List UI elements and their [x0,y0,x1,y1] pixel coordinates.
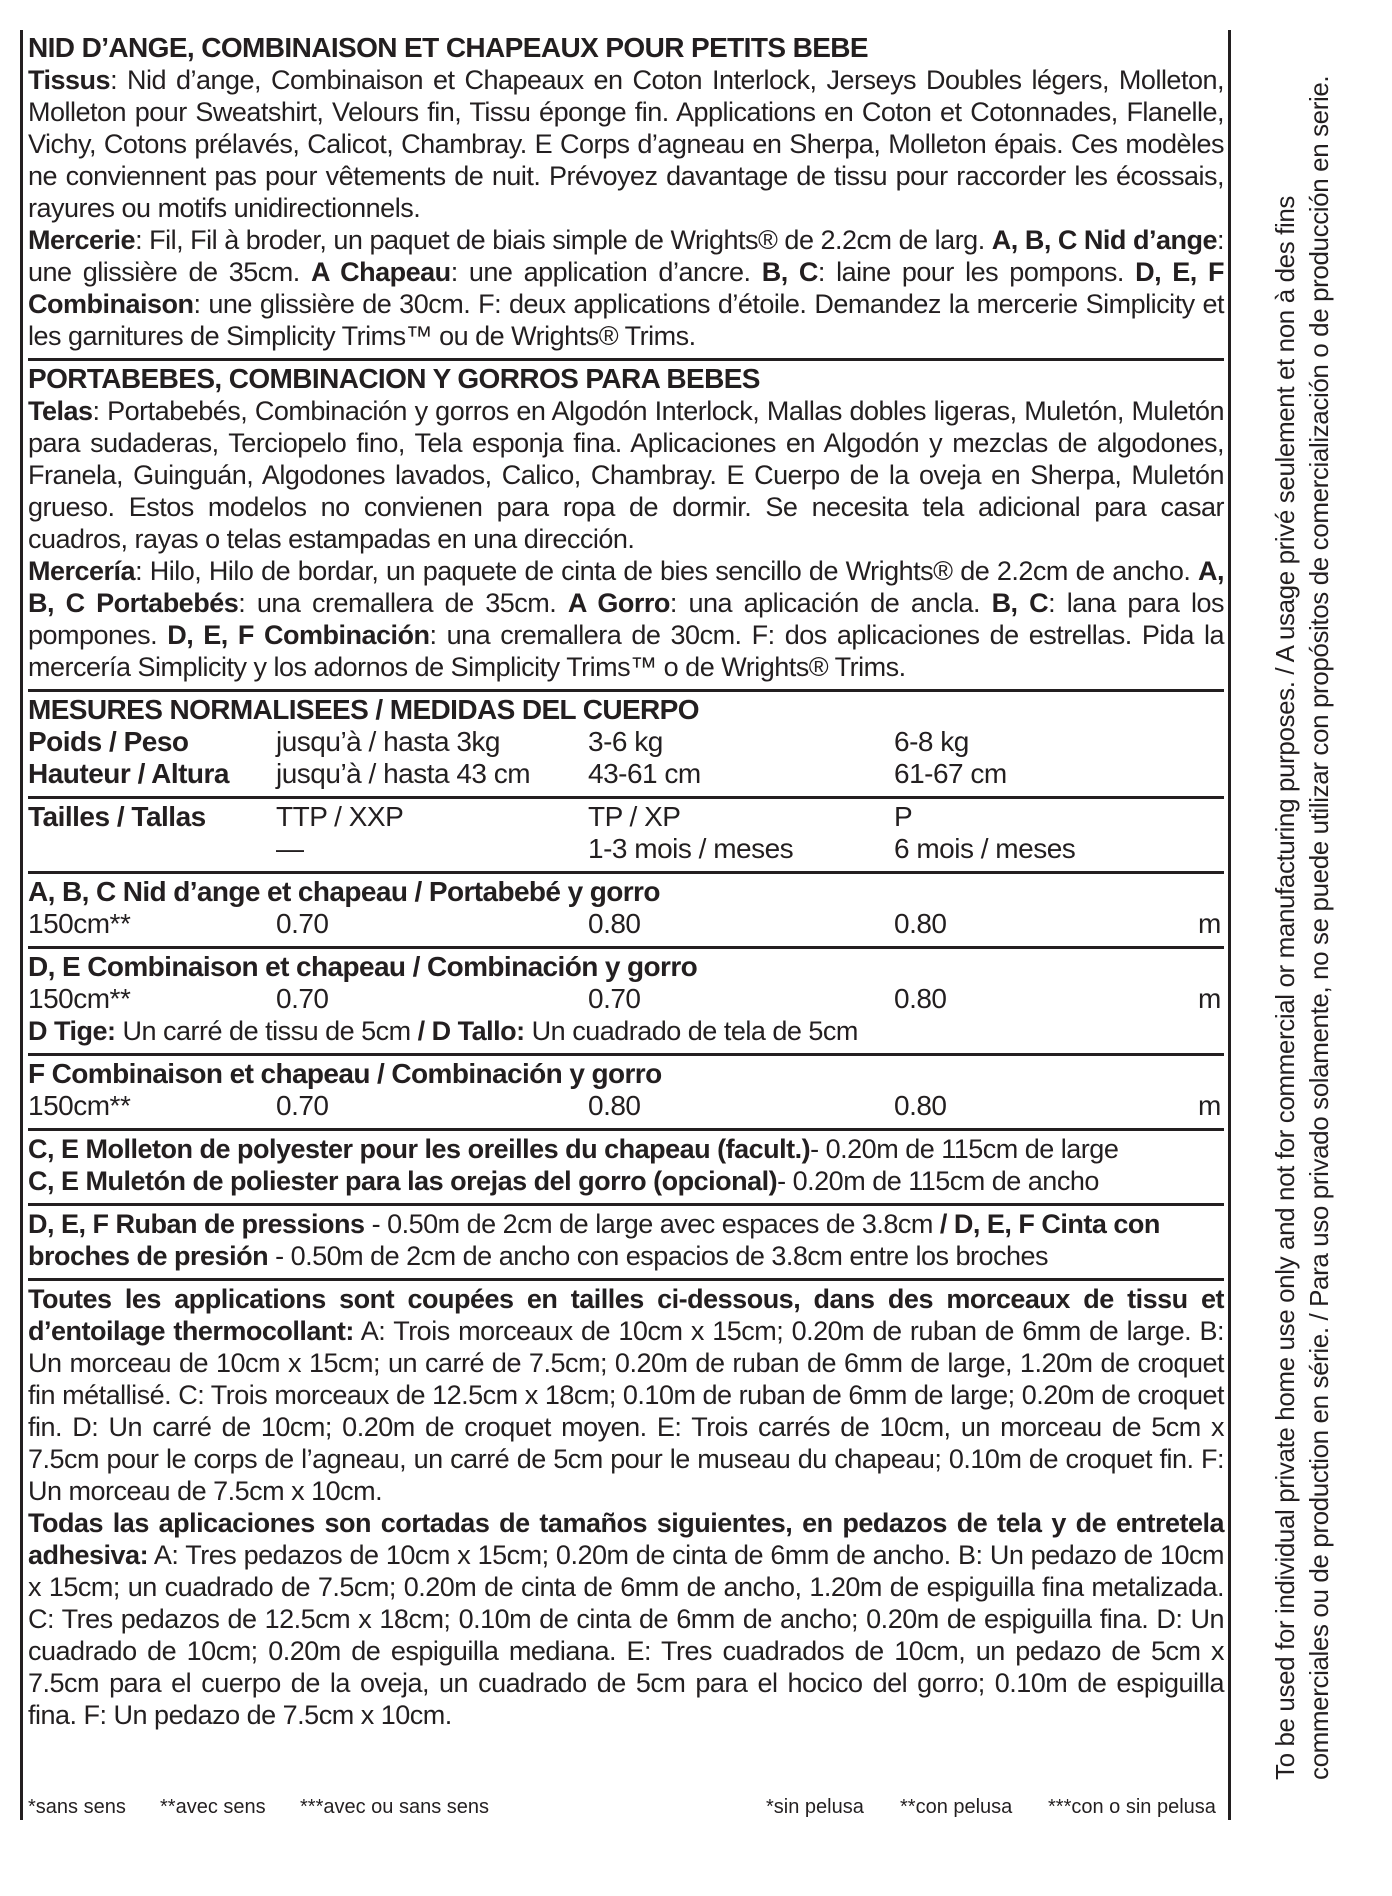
yardage-unit: m [1198,983,1221,1014]
yardage-unit: m [1198,908,1221,939]
french-notions [28,224,1224,352]
notions-text-3: : una aplicación de ancla. [669,588,992,618]
measurements-title: MESURES NORMALISEES / MEDIDAS DEL CUERPO [28,694,699,725]
snap-tape-section [28,1206,1224,1281]
yardage-xp: 0.80 [588,1090,641,1121]
fleece-fr-text: - 0.20m de 115cm de large [810,1134,1119,1164]
notions-bc-label: B, C [991,588,1049,618]
notions-abc-label: A, B, C Nid d’ange [991,225,1217,255]
spanish-title: PORTABEBES, COMBINACION Y GORROS PARA BEBES [28,363,760,394]
legend-fr-1: *sans sens [28,1796,126,1818]
yardage-abc-section [28,874,1224,949]
fleece-es-label: C, E Muletón de poliester para las orejas del gorro (opcional) [28,1166,778,1196]
height-p: 61-67 cm [894,758,1007,789]
fleece-es [28,1165,1224,1197]
legend-es-1: *sin pelusa [766,1796,864,1818]
stem-note-separator: / [417,1016,425,1046]
fabrics-text: : Nid d’ange, Combinaison et Chapeaux en Coton Interlock, Jerseys Doubles légers, Molleton, Molleton pour Sweatshirt, Velours fin, Tissu éponge fin. Applications en Coton et Cotonnades, Flanelle, Vichy, Cotons prélavés, Calicot, Chambray. E Corps d’agneau en Sherpa, Molleton épais. Ces modèles ne conviennent pas pour vêtements de nuit. Prévoyez davantage de tissu pour raccorder les écossais, rayures ou motifs unidirectionnels. [28,65,1224,223]
notions-text-2: : una cremallera de 35cm. [238,588,568,618]
fabrics-label: Tissus [28,65,111,95]
yardage-xxp: 0.70 [276,908,329,939]
yardage-f-section [28,1056,1224,1131]
height-xp: 43-61 cm [588,758,701,789]
notions-a-label: A Gorro [567,588,670,618]
measurements-section [28,692,1224,799]
applique-fr [28,1283,1224,1507]
legend-fr-2: **avec sens [160,1796,266,1818]
french-title: NID D’ANGE, COMBINAISON ET CHAPEAUX POUR PETITS BEBE [28,32,868,63]
yardage-unit: m [1198,1090,1221,1121]
left-rule [20,30,23,1820]
snap-tape-fr: - 0.50m de 2cm de large avec espaces de 3.8cm [364,1209,940,1239]
ages-row [28,833,1224,865]
stem-note-es-label: D Tallo: [424,1016,525,1046]
sizes-row [28,801,1224,833]
fabric-width: 150cm** [28,908,131,939]
fabric-width: 150cm** [28,1090,131,1121]
nap-legend [28,1792,1224,1822]
legend-es-2: **con pelusa [900,1796,1013,1818]
stem-note-fr: Un carré de tissu de 5cm [115,1016,418,1046]
notions-text-5: : une glissière de 30cm. F: deux applications d’étoile. Demandez la mercerie Simplicity et les garnitures de Simplicity Trims™ ou de Wrights® Trims. [28,289,1224,351]
content-column [28,30,1224,1737]
yardage-xxp: 0.70 [276,983,329,1014]
notions-text-3: : une application d’ancre. [450,257,762,287]
spanish-section [28,361,1224,692]
yardage-xxp: 0.70 [276,1090,329,1121]
applique-section [28,1281,1224,1737]
french-fabrics [28,64,1224,224]
notions-text-4: : laine pour les pompons. [817,257,1136,287]
applique-es-label: Todas las aplicaciones son cortadas de tamaños siguientes, en pedazos de tela y de entretela adhesiva: [28,1508,1224,1570]
notions-bc-label: B, C [761,257,818,287]
french-section [28,30,1224,361]
fabrics-label: Telas [28,396,93,426]
stem-note [28,1015,1224,1047]
yardage-title: D, E Combinaison et chapeau / Combinación y gorro [28,951,698,982]
age-xxp: — [276,833,304,864]
stem-note-es: Un cuadrado de tela de 5cm [524,1016,858,1046]
usage-disclaimer [1268,60,1336,1780]
height-xxp: jusqu’à / hasta 43 cm [276,758,531,789]
yardage-p: 0.80 [894,908,947,939]
disclaimer-line-2: commerciales ou de production en série. / Para uso privado solamente, no se puede utilizar con propósitos de comercialización o de producción en serie. [1304,75,1334,1780]
applique-es [28,1507,1224,1731]
right-rule [1228,30,1231,1820]
yardage-title: A, B, C Nid d’ange et chapeau / Portabebé y gorro [28,876,660,907]
yardage-row [28,983,1224,1015]
spanish-notions [28,555,1224,683]
weight-xp: 3-6 kg [588,726,663,757]
fleece-es-text: - 0.20m de 115cm de ancho [777,1166,1099,1196]
notions-text-1: : Fil, Fil à broder, un paquet de biais simple de Wrights® de 2.2cm de larg. [135,225,992,255]
snap-tape-es-label: / D, E, F Cinta con broches de presión [28,1209,1160,1271]
height-label: Hauteur / Altura [28,758,229,789]
fabric-width: 150cm** [28,983,131,1014]
yardage-row [28,1090,1224,1122]
yardage-row [28,908,1224,940]
yardage-xp: 0.80 [588,908,641,939]
fleece-fr-label: C, E Molleton de polyester pour les oreilles du chapeau (facult.) [28,1134,811,1164]
sizes-section [28,799,1224,874]
legend-es-3: ***con o sin pelusa [1048,1796,1216,1818]
size-xxp: TTP / XXP [276,801,404,832]
snap-tape-es: - 0.50m de 2cm de ancho con espacios de 3.8cm entre los broches [268,1241,1049,1271]
yardage-title: F Combinaison et chapeau / Combinación y gorro [28,1058,662,1089]
disclaimer-line-1: To be used for individual private home use only and not for commercial or manufacturing purposes. / A usage privé seulement et non à des fins [1270,196,1300,1780]
notions-abc-label: A, B, C Portabebés [28,556,1224,618]
yardage-xp: 0.70 [588,983,641,1014]
yardage-p: 0.80 [894,1090,947,1121]
fabrics-text: : Portabebés, Combinación y gorros en Algodón Interlock, Mallas dobles ligeras, Muletón, Muletón para sudaderas, Terciopelo fino, Tela esponja fina. Aplicaciones en Algodón y mezclas de algodones, Franela, Guinguán, Algodones lavados, Calico, Chambray. E Cuerpo de la oveja en Sherpa, Muletón grueso. Estos modelos no convienen para ropa de dormir. Se necesita tela adicional para casar cuadros, rayas o telas estampadas en una dirección. [28,396,1224,554]
applique-es-text: A: Tres pedazos de 10cm x 15cm; 0.20m de cinta de 6mm de ancho. B: Un pedazo de 10cm x 15cm; un cuadrado de 7.5cm; 0.20m de cinta de 6mm de ancho, 1.20m de espiguilla fina metalizada. C: Tres pedazos de 12.5cm x 18cm; 0.10m de cinta de 6mm de ancho; 0.20m de espiguilla fina. D: Un cuadrado de 10cm; 0.20m de espiguilla mediana. E: Tres cuadrados de 10cm, un pedazo de 5cm x 7.5cm para el cuerpo de la oveja, un cuadrado de 5cm para el hocico del gorro; 0.10m de espiguilla fina. F: Un pedazo de 7.5cm x 10cm. [28,1540,1224,1730]
weight-xxp: jusqu’à / hasta 3kg [276,726,500,757]
notions-text-2: : une glissière de 35cm. [28,225,1224,287]
weight-label: Poids / Peso [28,726,189,757]
weight-row [28,726,1224,758]
snap-tape-fr-label: D, E, F Ruban de pressions [28,1209,365,1239]
size-xp: TP / XP [588,801,681,832]
snap-tape-text [28,1208,1224,1272]
notions-text-4: : lana para los pompones. [28,588,1225,650]
height-row [28,758,1224,790]
fleece-fr [28,1133,1224,1165]
legend-fr-3: ***avec ou sans sens [300,1796,490,1818]
yardage-de-section [28,949,1224,1056]
notions-text-5: : una cremallera de 30cm. F: dos aplicaciones de estrellas. Pida la mercería Simplicity y los adornos de Simplicity Trims™ o de Wrights® Trims. [28,620,1225,682]
notions-text-1: : Hilo, Hilo de bordar, un paquete de cinta de bies sencillo de Wrights® de 2.2cm de ancho. [135,556,1198,586]
age-xp: 1-3 mois / meses [588,833,794,864]
sizes-label: Tailles / Tallas [28,801,206,832]
fleece-section [28,1131,1224,1206]
applique-fr-label: Toutes les applications sont coupées en tailles ci-dessous, dans des morceaux de tissu et d’entoilage thermocollant: [28,1284,1224,1346]
notions-label: Mercería [28,556,136,586]
notions-def-label: D, E, F Combinación [167,620,430,650]
yardage-p: 0.80 [894,983,947,1014]
size-p: P [894,801,913,832]
stem-note-fr-label: D Tige: [28,1016,116,1046]
notions-def-label: D, E, F Combinaison [28,257,1224,319]
notions-label: Mercerie [28,225,136,255]
notions-a-label: A Chapeau [310,257,451,287]
age-p: 6 mois / meses [894,833,1076,864]
spanish-fabrics [28,395,1224,555]
weight-p: 6-8 kg [894,726,969,757]
applique-fr-text: A: Trois morceaux de 10cm x 15cm; 0.20m de ruban de 6mm de large. B: Un morceau de 10cm x 15cm; un carré de 7.5cm; 0.20m de ruban de 6mm de large, 1.20m de croquet fin métallisé. C: Trois morceaux de 12.5cm x 18cm; 0.10m de ruban de 6mm de large; 0.20m de croquet fin. D: Un carré de 10cm; 0.20m de croquet moyen. E: Trois carrés de 10cm, un morceau de 5cm x 7.5cm pour le corps de l’agneau, un carré de 5cm pour le museau du chapeau; 0.10m de croquet fin. F: Un morceau de 7.5cm x 10cm. [28,1316,1224,1506]
pattern-back-panel [20,30,1231,1820]
